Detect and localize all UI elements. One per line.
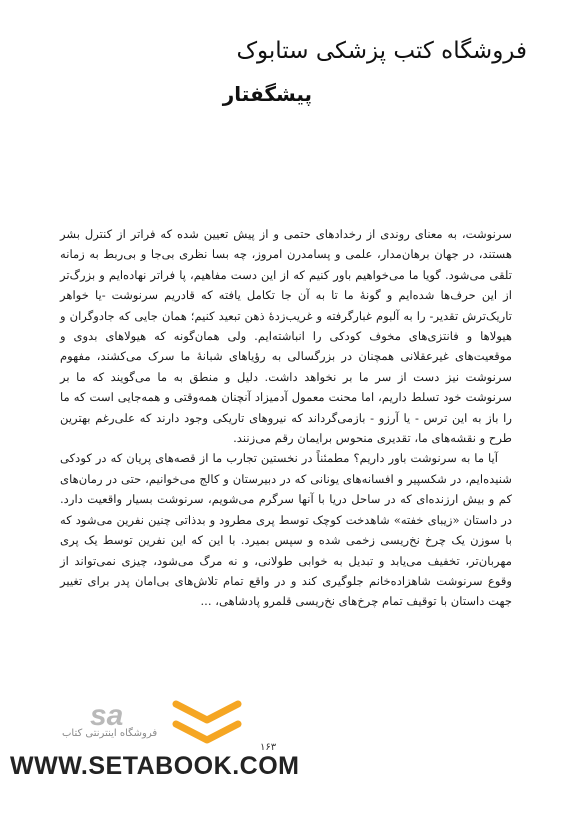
url-suffix: .COM <box>232 752 300 780</box>
watermark-url <box>10 752 299 781</box>
paragraph: سرنوشت، به معنای روندی از رخدادهای حتمی و از پیش تعیین شده که فراتر از کنترل بشر هستند، در جهان برهان‌مدار، علمی و پسامدرن امروز، چه بسا نظری بی‌جا و بی‌ربط به زمانه تلقی می‌شود. گویا ما می‌خواهیم باور کنیم که از این دست مفاهیم، پا فراتر نهاده‌ایم و بزرگ‌تر از این حرف‌ها شده‌ایم و گونهٔ ما تا به آن جا تکامل یافته که قادریم سرنوشت -یا خواهر تاریک‌ترش تقدیر- را به آلبوم غبارگرفته و غریب‌زدهٔ ذهن تبعید کنیم؛ همان جایی که جادوگران و هیولاها و فانتزی‌های مخوف کودکی را انباشته‌ایم. ولی همان‌گونه که هیولاهای بدوی و موقعیت‌های غیرعقلانی همچنان در بزرگسالی به رؤیاهای شبانهٔ ما سرک می‌کشند، مفهوم سرنوشت نیز دست از سر ما بر نخواهد داشت. دلیل و منطق به ما می‌گویند که ما بر سرنوشت خود تسلط داریم، اما محنت معمول آدمیزاد آنچنان همه‌وقتی و همه‌جایی است که ما را باز به این ترس - یا آرزو - بازمی‌گرداند که نیروهای تاریکی وجود دارند که علی‌رغم بهترین طرح و نقشه‌های ما، تقدیری منحوس برایمان رقم می‌زنند. <box>60 227 512 446</box>
url-prefix: WWW. <box>10 752 89 780</box>
header-title: فروشگاه کتب پزشکی ستابوک <box>236 38 527 64</box>
stacked-books-logo-icon <box>172 700 242 746</box>
section-title: پیشگفتار <box>222 82 312 106</box>
url-brand: SETABOOK <box>88 752 233 780</box>
watermark-latin-text: sa <box>90 699 124 732</box>
body-text <box>60 224 512 612</box>
paragraph: آیا ما به سرنوشت باور داریم؟ مطمئناً در نخستین تجارب ما از قصه‌های پریان که در کودکی شنیده‌ایم، در شکسپیر و افسانه‌های یونانی که در دبیرستان و کالج می‌خوانیم، حتی در رمان‌های کم و بیش ارزنده‌ای که در ساحل دریا با آنها سرگرم می‌شویم، سرنوشت بسیار واقعیت دارد. در داستان «زیبای خفته» شاهدخت کوچک توسط پری مطرود و بدذاتی چنین نفرین می‌شود که با سوزن یک چرخ نخ‌ریسی زخمی شده و سپس بمیرد. با این که این نفرین توسط یک پری مهربان‌تر، تخفیف می‌یابد و تبدیل به خوابی طولانی، و نه مرگ می‌شود، چیزی نمی‌تواند از وقوع سرنوشت شاهزاده‌خانم جلوگیری کند و در واقع تمام تلاش‌های بی‌امان پدر برای تغییر جهت داستان با توقیف تمام چرخ‌های نخ‌ریسی قلمرو پادشاهی، ... <box>60 451 512 609</box>
watermark-caption: فروشگاه اینترنتی کتاب <box>62 728 158 739</box>
page-number: ۱۶۳ <box>260 742 277 753</box>
